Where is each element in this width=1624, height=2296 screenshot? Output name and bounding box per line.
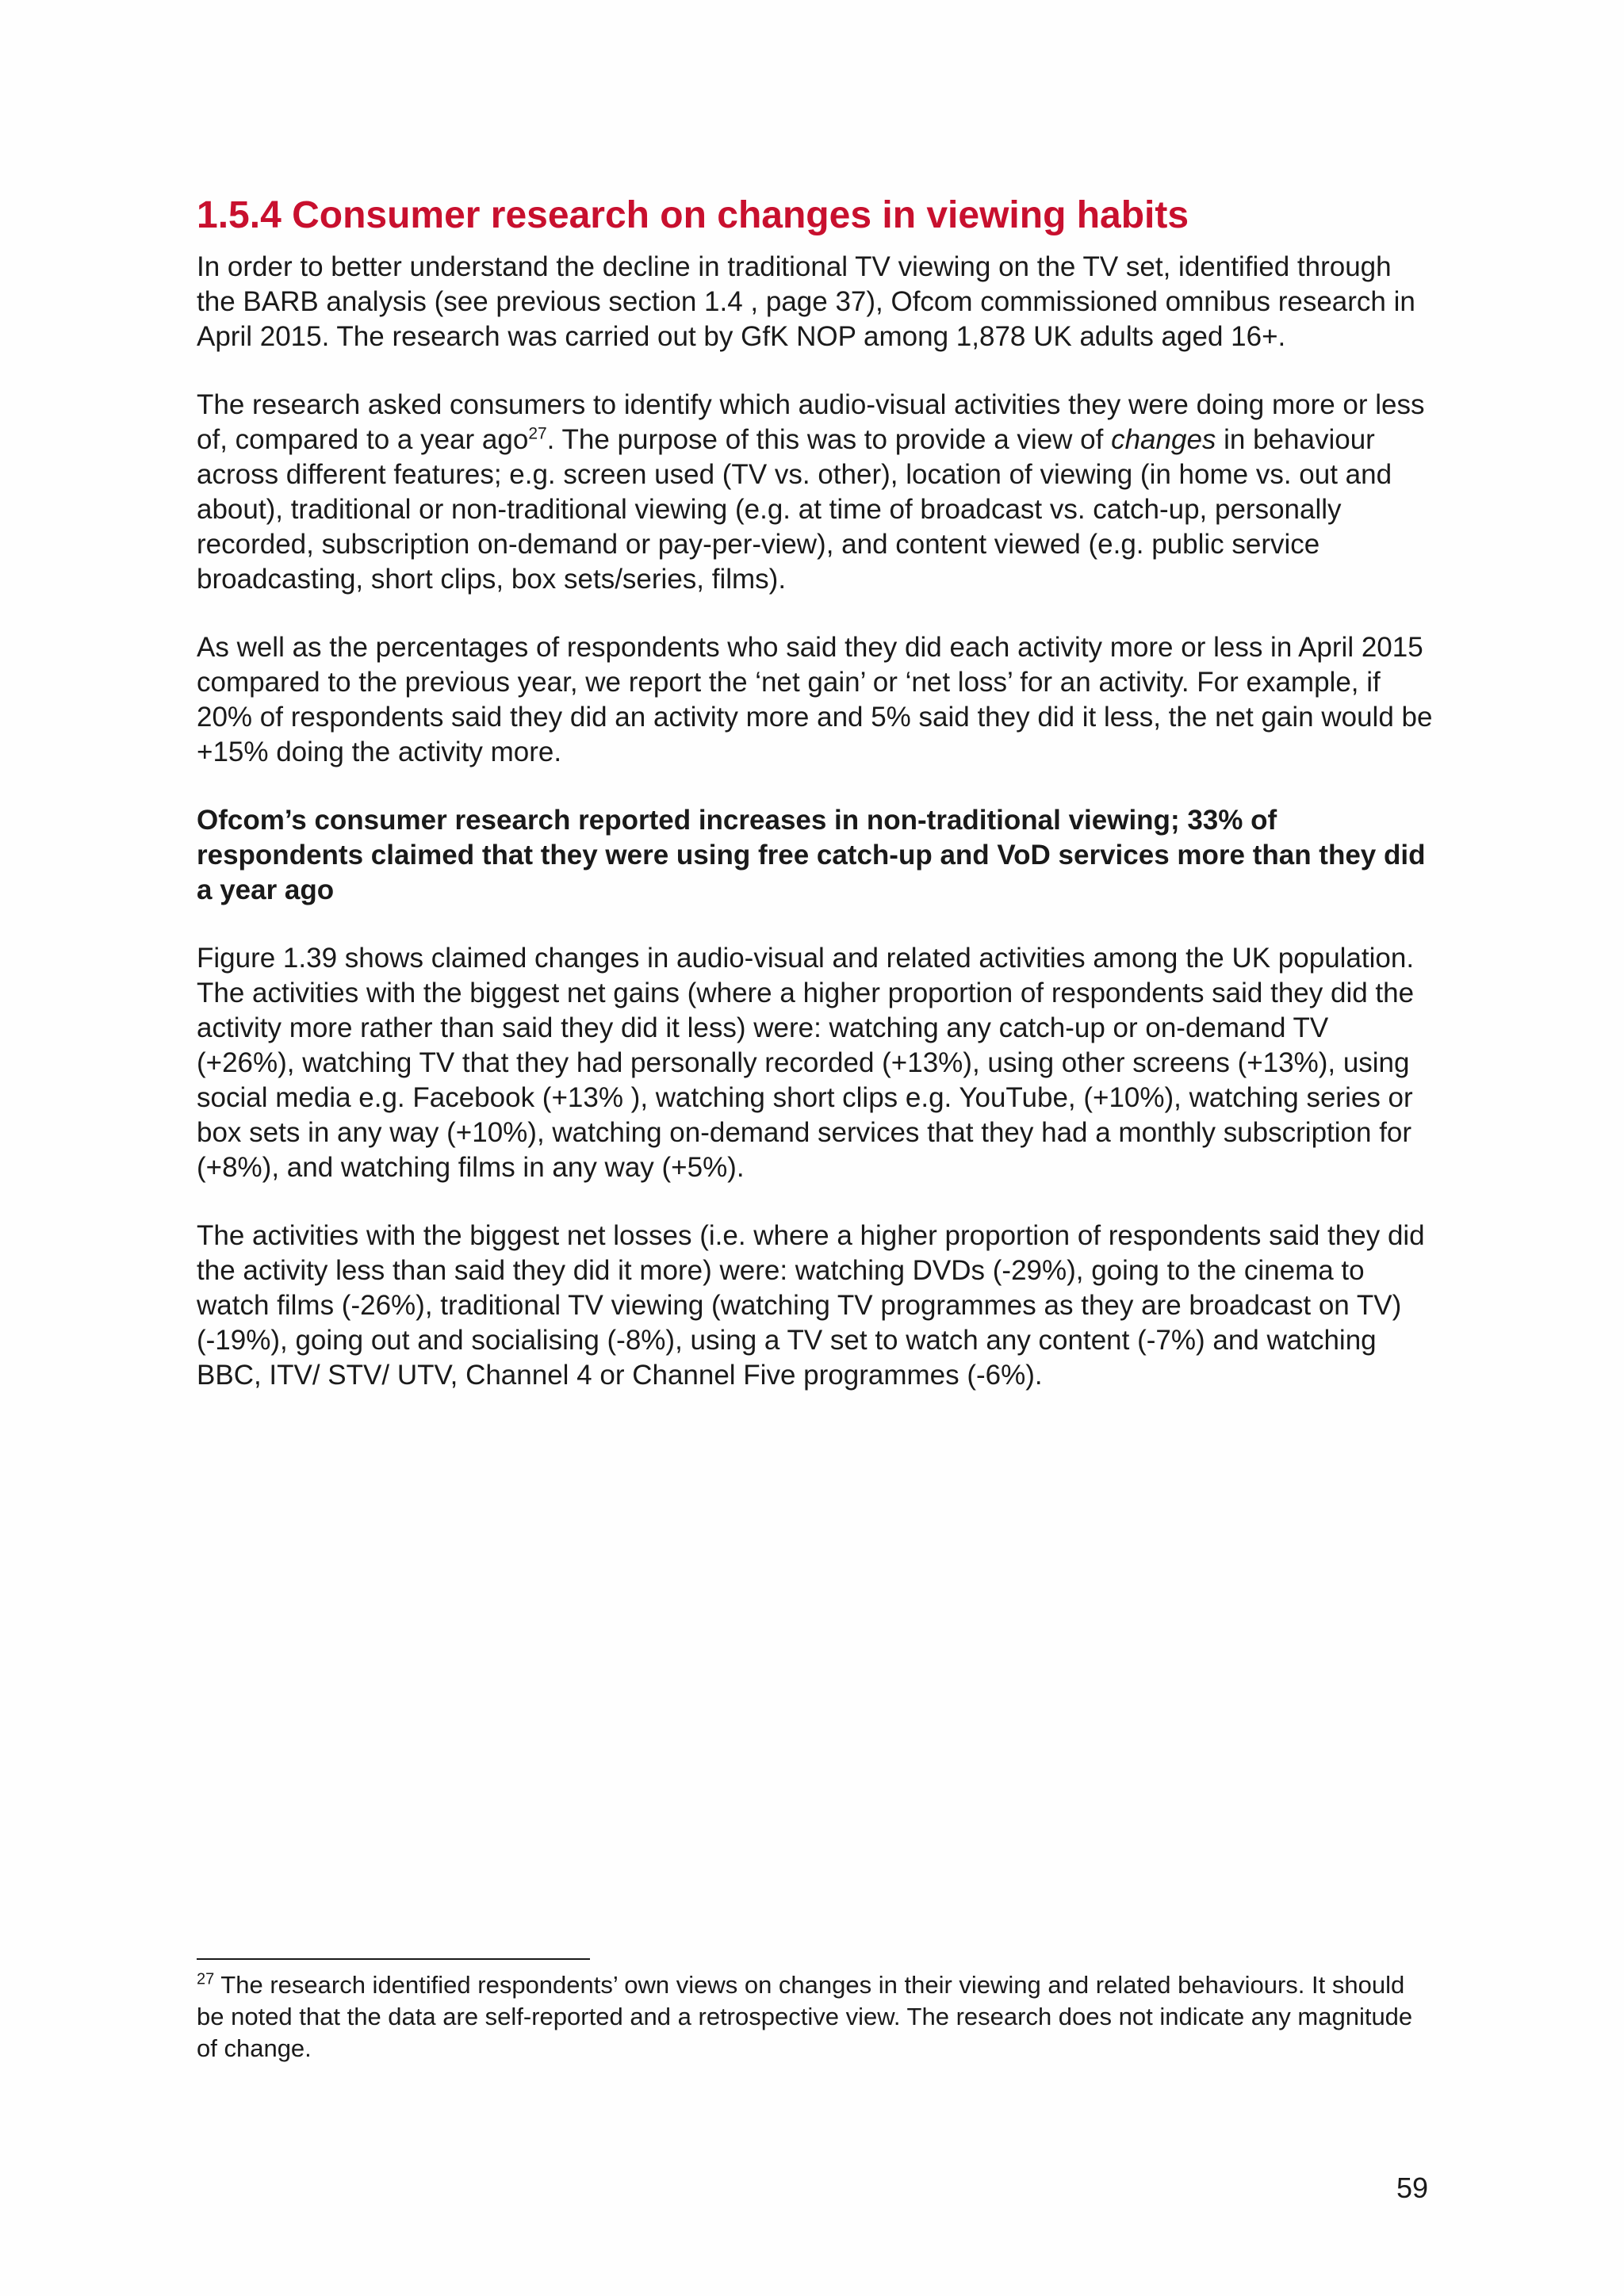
footnote-divider: [197, 1958, 590, 1960]
paragraph-research-scope: [197, 388, 1434, 597]
paragraph-net-gain-explanation: As well as the percentages of respondents who said they did each activity more or less in April 2015 compared to the previous year, we report the ‘net gain’ or ‘net loss’ for an activity. For example, if 20% of respondents said they did an activity more and 5% said they did it less, the net gain would be +15% doing the activity more.: [197, 632, 1433, 768]
paragraph-research-scope-text-1: The research asked consumers to identify which audio-visual activities they were doing more or less of, compared to a year ago: [197, 389, 1425, 456]
page-number: 59: [1396, 2172, 1428, 2204]
paragraph-net-gains: Figure 1.39 shows claimed changes in audio-visual and related activities among the UK population. The activities with the biggest net gains (where a higher proportion of respondents said they did the activity more rather than said they did it less) were: watching any catch-up or on-demand TV (+26%), watching TV that they had personally recorded (+13%), using other screens (+13%), using social media e.g. Facebook (+13% ), watching short clips e.g. YouTube, (+10%), watching series or box sets in any way (+10%), watching on-demand services that they had a monthly subscription for (+8%), and watching films in any way (+5%).: [197, 943, 1415, 1184]
main-content: [197, 193, 1434, 1426]
section-heading: 1.5.4 Consumer research on changes in viewing habits: [197, 194, 1189, 236]
paragraph-intro: In order to better understand the decline in traditional TV viewing on the TV set, identified through the BARB analysis (see previous section 1.4 , page 37), Ofcom commissioned omnibus research in April 2015. The research was carried out by GfK NOP among 1,878 UK adults aged 16+.: [197, 251, 1415, 353]
footnote: [197, 1969, 1434, 2064]
key-finding-heading: Ofcom’s consumer research reported increases in non-traditional viewing; 33% of respondents claimed that they were using free catch-up and VoD services more than they did a year ago: [197, 805, 1426, 906]
footnote-text: The research identified respondents’ own views on changes in their viewing and related behaviours. It should be noted that the data are self-reported and a retrospective view. The research does not indicate any magnitude of change.: [197, 1971, 1413, 2062]
footnote-number: 27: [197, 1970, 215, 1988]
paragraph-research-scope-emphasis: changes: [1111, 424, 1216, 456]
paragraph-research-scope-text-3: in behaviour across different features; e.g. screen used (TV vs. other), location of viewing (in home vs. out and about), traditional or non-traditional viewing (e.g. at time of broadcast vs. catch-up, personally recorded, subscription on-demand or pay-per-view), and content viewed (e.g. public service broadcasting, short clips, box sets/series, films).: [197, 424, 1392, 595]
paragraph-research-scope-text-2: . The purpose of this was to provide a view of: [546, 424, 1112, 456]
paragraph-net-losses: The activities with the biggest net losses (i.e. where a higher proportion of respondents said they did the activity less than said they did it more) were: watching DVDs (-29%), going to the cinema to watch films (-26%), traditional TV viewing (watching TV programmes as they are broadcast on TV) (-19%), going out and socialising (-8%), using a TV set to watch any content (-7%) and watching BBC, ITV/ STV/ UTV, Channel 4 or Channel Five programmes (-6%).: [197, 1220, 1425, 1391]
footnote-reference[interactable]: 27: [528, 424, 547, 443]
